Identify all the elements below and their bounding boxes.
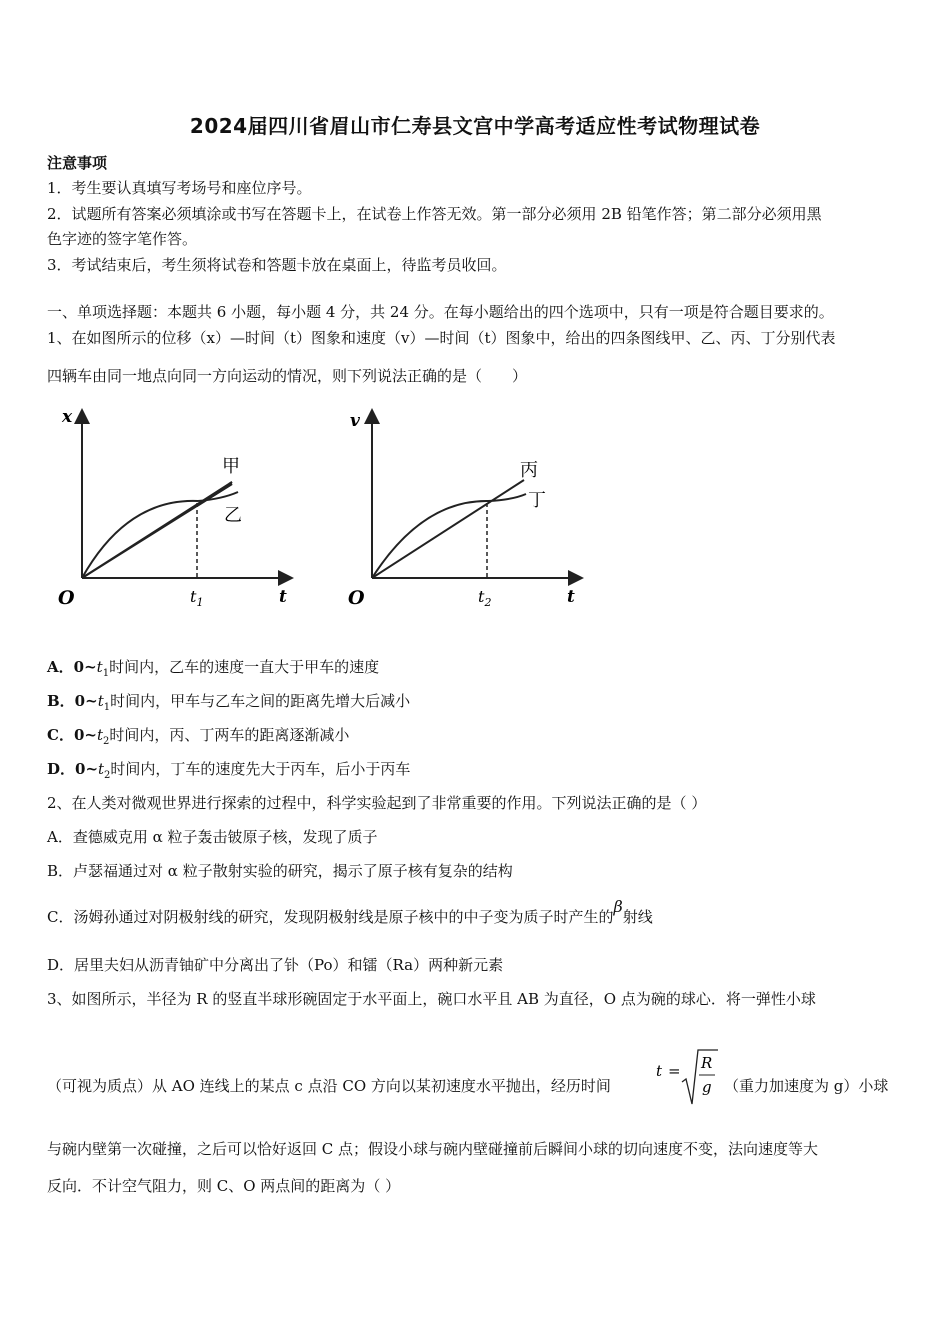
formula-numerator: R [701,1054,713,1072]
origin-label: O [58,587,75,609]
x-axis-label: t [279,587,287,607]
curve-bing [372,480,524,578]
q3-stem-line2-pre: （可视为质点）从 AO 连线上的某点 c 点沿 CO 方向以某初速度水平抛出，经历时间 [47,1077,611,1095]
q2-option-b: B．卢瑟福通过对 α 粒子散射实验的研究，揭示了原子核有复杂的结构 [47,862,513,880]
q1-option-b: B．$0\sim t_1$时间内，甲车与乙车之间的距离先增大后减小 [47,692,411,713]
q1-option-d: D．$0\sim t_2$时间内，丁车的速度先大于丙车，后小于丙车 [47,760,411,781]
notice-item-1: 1．考生要认真填写考场号和座位序号。 [47,179,312,197]
formula-eq: = [668,1062,681,1080]
section-heading: 一、单项选择题：本题共 6 小题，每小题 4 分，共 24 分。在每小题给出的四个选项中，只有一项是符合题目要求的。 [47,303,834,321]
origin-label: O [348,587,365,609]
tick-label: $t_1$ [190,587,204,609]
formula-lhs: t [656,1062,663,1080]
q3-stem-line4: 反向．不计空气阻力，则 C、O 两点间的距离为（ ） [47,1177,401,1195]
label-jia: 甲 [222,456,240,477]
xt-graph [42,400,312,625]
q3-stem-line3: 与碗内壁第一次碰撞，之后可以恰好返回 C 点；假设小球与碗内壁碰撞前后瞬间小球的切向速度不变，法向速度等大 [47,1140,819,1158]
tick-label: $t_2$ [478,587,492,609]
page-title: 2024届四川省眉山市仁寿县文宫中学高考适应性考试物理试卷 [189,114,761,138]
label-ding: 丁 [528,490,546,511]
formula-denominator: g [702,1078,712,1096]
sqrt-sign [682,1050,718,1104]
notice-item-2-cont: 色字迹的签字笔作答。 [47,230,198,248]
q1-stem-line1: 1、在如图所示的位移（x）—时间（t）图象和速度（v）—时间（t）图象中，给出的四条图线甲、乙、丙、丁分别代表 [47,329,836,347]
q1-option-a: A．$0\sim t_1$时间内，乙车的速度一直大于甲车的速度 [47,658,380,679]
y-axis-label: x [62,407,73,427]
label-yi: 乙 [224,505,242,526]
q2-option-d: D．居里夫妇从沥青铀矿中分离出了钋（Po）和镭（Ra）两种新元素 [47,956,504,974]
q3-stem-line2-post: （重力加速度为 g）小球 [724,1077,889,1095]
notice-heading: 注意事项 [47,154,108,172]
beta-symbol: β [613,897,623,916]
q1-stem-line2: 四辆车由同一地点向同一方向运动的情况，则下列说法正确的是（ ） [47,367,528,385]
q2-option-a: A．查德威克用 α 粒子轰击铍原子核，发现了质子 [47,828,378,846]
q2-option-c: C．汤姆孙通过对阴极射线的研究，发现阴极射线是原子核中的中子变为质子时产生的β射线 [47,897,653,926]
curve-ding [372,494,526,578]
q2-stem: 2、在人类对微观世界进行探索的过程中，科学实验起到了非常重要的作用。下列说法正确的是（ ） [47,794,707,812]
q3-stem-line1: 3、如图所示，半径为 R 的竖直半球形碗固定于水平面上，碗口水平且 AB 为直径，O 点为碗的球心．将一弹性小球 [47,990,816,1008]
notice-item-2: 2．试题所有答案必须填涂或书写在答题卡上，在试卷上作答无效。第一部分必须用 2B 铅笔作答；第二部分必须用黑 [47,205,822,223]
time-formula [654,1046,720,1108]
label-bing: 丙 [520,460,538,481]
x-axis-label: t [567,587,575,607]
notice-item-3: 3．考试结束后，考生须将试卷和答题卡放在桌面上，待监考员收回。 [47,256,507,274]
y-axis-label: v [350,411,360,431]
q1-option-c: C．$0\sim t_2$时间内，丙、丁两车的距离逐渐减小 [47,726,350,747]
vt-graph [332,400,602,625]
